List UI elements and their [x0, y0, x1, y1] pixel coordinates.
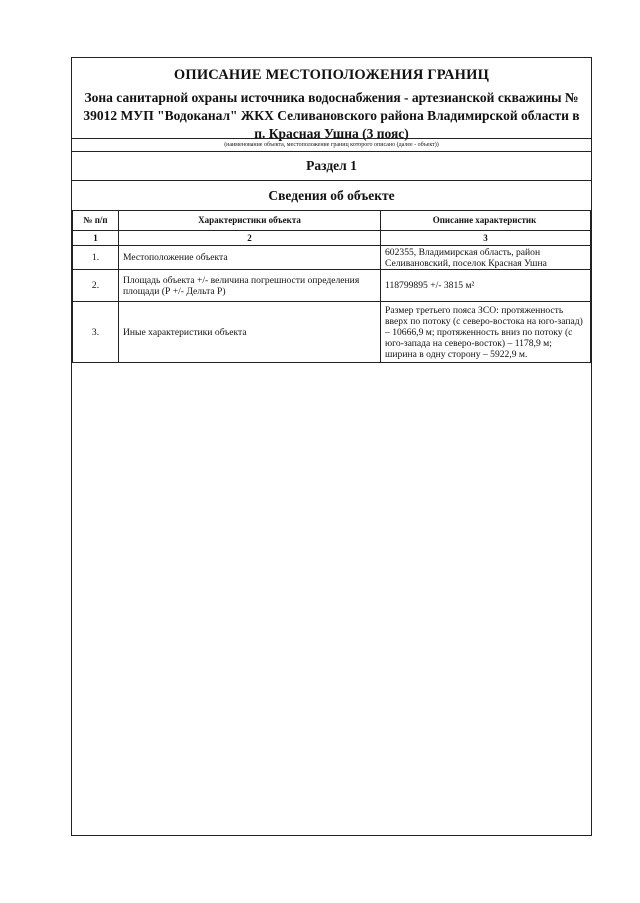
- column-number-row: [73, 231, 591, 246]
- header-characteristic: Характеристики объекта: [119, 211, 381, 231]
- row-number: 1.: [73, 246, 119, 270]
- divider: [72, 180, 591, 181]
- row-number: 2.: [73, 270, 119, 302]
- characteristics-table: [72, 210, 591, 363]
- row-description: 118799895 +/- 3815 м²: [381, 270, 591, 302]
- document-frame: [71, 57, 592, 836]
- row-description: 602355, Владимирская область, район Селивановский, поселок Красная Ушна: [381, 246, 591, 270]
- section-title: Раздел 1: [306, 158, 357, 173]
- object-note: (наименование объекта, местоположение границ которого описано (далее - объект)): [224, 142, 439, 148]
- header-number: № п/п: [73, 211, 119, 231]
- row-description: Размер третьего пояса ЗСО: протяженность вверх по потоку (с северо-востока на юго-запад) – 10666,9 м; протяженность вниз по потоку (с юго-запада на северо-восток) – 1178,9 м; ширина в одну сторону – 5922,9 м.: [381, 302, 591, 363]
- table-row: [73, 270, 591, 302]
- divider: [72, 151, 591, 152]
- table-row: [73, 302, 591, 363]
- table-row: [73, 246, 591, 270]
- row-number: 3.: [73, 302, 119, 363]
- column-number: 3: [381, 231, 591, 246]
- column-number: 2: [119, 231, 381, 246]
- row-characteristic: Иные характеристики объекта: [119, 302, 381, 363]
- info-heading: Сведения об объекте: [268, 188, 395, 203]
- object-name: Зона санитарной охраны источника водоснабжения - артезианской скважины № 39012 МУП "Водоканал" ЖКХ Селивановского района Владимирской области в п. Красная Ушна (3 пояс): [83, 90, 580, 141]
- row-characteristic: Площадь объекта +/- величина погрешности определения площади (Р +/- Дельта Р): [119, 270, 381, 302]
- divider: [72, 138, 591, 139]
- header-description: Описание характеристик: [381, 211, 591, 231]
- document-title: ОПИСАНИЕ МЕСТОПОЛОЖЕНИЯ ГРАНИЦ: [173, 67, 490, 83]
- row-characteristic: Местоположение объекта: [119, 246, 381, 270]
- table-header-row: [73, 211, 591, 231]
- column-number: 1: [73, 231, 119, 246]
